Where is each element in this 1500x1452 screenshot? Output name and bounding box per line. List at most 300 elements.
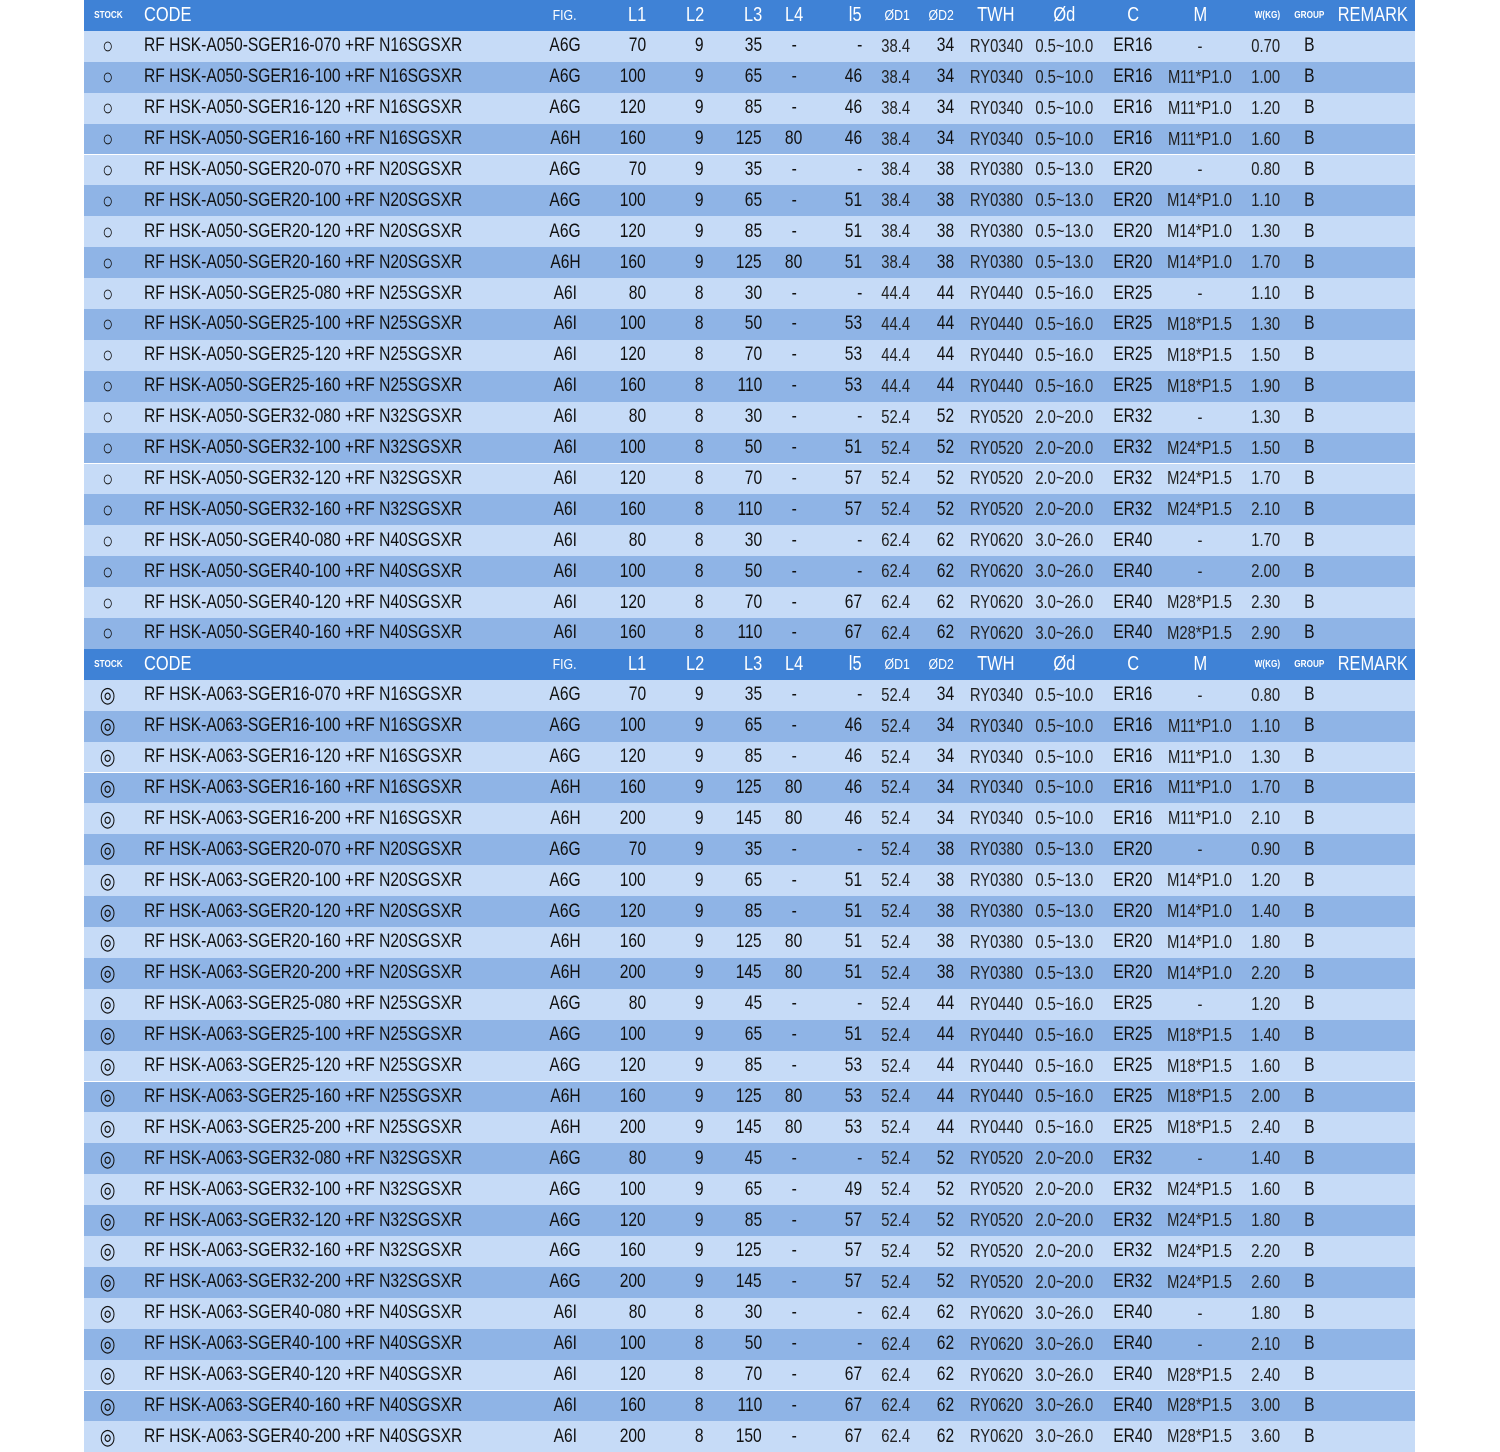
- cell-l5: 67: [844, 1394, 862, 1416]
- cell-l4: -: [791, 993, 797, 1015]
- cell-weight: 2.40: [1251, 1117, 1280, 1138]
- cell-od1: 62.4: [881, 561, 910, 582]
- cell-remark: [1334, 185, 1412, 216]
- cell-m: -: [1197, 1302, 1203, 1323]
- cell-l5: 51: [844, 931, 862, 953]
- cell-od2: 44: [936, 375, 954, 397]
- cell-od: 0.5~16.0: [1035, 1055, 1093, 1076]
- cell-l5: 67: [844, 622, 862, 644]
- table-row: [84, 587, 1415, 618]
- cell-l3: 70: [744, 344, 762, 366]
- cell-remark: [1334, 927, 1412, 958]
- cell-code: RF HSK-A050-SGER20-120 +RF N20SGSXR: [144, 220, 463, 242]
- cell-twh: RY0340: [969, 35, 1023, 56]
- cell-group: B: [1303, 35, 1315, 57]
- cell-c: ER40: [1113, 1394, 1153, 1416]
- cell-l3: 145: [736, 1116, 762, 1138]
- cell-od2: 44: [936, 1085, 954, 1107]
- cell-l3: 65: [744, 869, 762, 891]
- cell-code: RF HSK-A063-SGER25-120 +RF N25SGSXR: [144, 1055, 463, 1077]
- cell-code: RF HSK-A050-SGER32-100 +RF N32SGSXR: [144, 437, 463, 459]
- cell-group: B: [1303, 467, 1315, 489]
- cell-l1: 120: [620, 220, 646, 242]
- cell-code: RF HSK-A050-SGER40-160 +RF N40SGSXR: [144, 622, 463, 644]
- cell-l3: 125: [736, 1240, 762, 1262]
- cell-group: B: [1303, 560, 1315, 582]
- table-header-row: [84, 0, 1415, 31]
- cell-weight: 1.80: [1251, 931, 1280, 952]
- cell-code: RF HSK-A063-SGER32-100 +RF N32SGSXR: [144, 1178, 463, 1200]
- cell-group: B: [1303, 591, 1315, 613]
- cell-twh: RY0380: [969, 221, 1023, 242]
- double-circle-icon: ◎: [100, 1053, 116, 1079]
- cell-l1: 120: [620, 1055, 646, 1077]
- cell-group: B: [1303, 1085, 1315, 1107]
- cell-l1: 100: [620, 313, 646, 335]
- cell-od2: 38: [936, 220, 954, 242]
- cell-group: B: [1303, 776, 1315, 798]
- cell-c: ER20: [1113, 251, 1153, 273]
- cell-code: RF HSK-A063-SGER40-120 +RF N40SGSXR: [144, 1364, 463, 1386]
- cell-l5: 46: [844, 715, 862, 737]
- cell-group: B: [1303, 1178, 1315, 1200]
- table-row: [84, 1267, 1415, 1298]
- cell-l2: 9: [695, 993, 704, 1015]
- double-circle-icon: ◎: [100, 1423, 116, 1449]
- cell-od: 2.0~20.0: [1035, 1148, 1093, 1169]
- cell-od2: 34: [936, 97, 954, 119]
- cell-code: RF HSK-A050-SGER20-160 +RF N20SGSXR: [144, 251, 463, 273]
- circle-icon: ○: [102, 435, 114, 461]
- cell-twh: RY0620: [969, 1364, 1023, 1385]
- table-row: [84, 556, 1415, 587]
- cell-l1: 80: [628, 529, 646, 551]
- cell-fig: A6I: [553, 406, 577, 428]
- cell-od2: 52: [936, 498, 954, 520]
- cell-l3: 110: [737, 375, 762, 397]
- cell-l2: 8: [695, 529, 704, 551]
- cell-code: RF HSK-A063-SGER16-100 +RF N16SGSXR: [144, 715, 463, 737]
- cell-c: ER32: [1113, 498, 1153, 520]
- cell-l4: -: [791, 746, 797, 768]
- circle-icon: ○: [102, 33, 114, 59]
- cell-fig: A6H: [549, 931, 581, 953]
- cell-code: RF HSK-A063-SGER40-200 +RF N40SGSXR: [144, 1425, 463, 1447]
- table-row: [84, 309, 1415, 340]
- cell-l1: 70: [628, 158, 646, 180]
- cell-c: ER16: [1113, 97, 1153, 119]
- cell-code: RF HSK-A050-SGER32-160 +RF N32SGSXR: [144, 498, 463, 520]
- cell-group: B: [1303, 529, 1315, 551]
- cell-l1: 100: [620, 66, 646, 88]
- cell-code: RF HSK-A063-SGER25-160 +RF N25SGSXR: [144, 1085, 463, 1107]
- cell-l3: 45: [744, 993, 762, 1015]
- cell-od2: 44: [936, 313, 954, 335]
- cell-m: M18*P1.5: [1167, 1117, 1233, 1138]
- table-row: [84, 803, 1415, 834]
- cell-l5: 51: [844, 220, 862, 242]
- cell-l5: 51: [844, 437, 862, 459]
- cell-l4: 80: [785, 251, 803, 273]
- circle-icon: ○: [102, 558, 114, 584]
- cell-od2: 62: [936, 529, 954, 551]
- cell-l4: -: [791, 1055, 797, 1077]
- cell-l3: 110: [737, 622, 762, 644]
- cell-code: RF HSK-A063-SGER40-160 +RF N40SGSXR: [144, 1394, 463, 1416]
- cell-twh: RY0520: [969, 1271, 1023, 1292]
- cell-od2: 44: [936, 993, 954, 1015]
- cell-m: -: [1197, 1148, 1203, 1169]
- cell-l4: -: [791, 1240, 797, 1262]
- cell-od1: 62.4: [881, 1302, 910, 1323]
- cell-twh: RY0380: [969, 870, 1023, 891]
- cell-od1: 52.4: [881, 437, 910, 458]
- cell-l4: 80: [785, 128, 803, 150]
- cell-l4: -: [791, 344, 797, 366]
- cell-l3: 85: [744, 220, 762, 242]
- cell-od1: 52.4: [881, 1240, 910, 1261]
- cell-l1: 70: [628, 838, 646, 860]
- double-circle-icon: ◎: [100, 836, 116, 862]
- cell-l3: 145: [736, 962, 762, 984]
- cell-l2: 9: [695, 962, 704, 984]
- cell-l5: 67: [844, 591, 862, 613]
- cell-weight: 0.70: [1251, 35, 1280, 56]
- cell-l1: 120: [620, 900, 646, 922]
- cell-fig: A6H: [549, 807, 581, 829]
- cell-m: M24*P1.5: [1167, 1240, 1233, 1261]
- cell-l4: -: [791, 1364, 797, 1386]
- header-l4: L4: [784, 652, 804, 675]
- circle-icon: ○: [102, 64, 114, 90]
- cell-twh: RY0620: [969, 1395, 1023, 1416]
- header-l1: L1: [627, 652, 646, 675]
- cell-c: ER32: [1113, 1240, 1153, 1262]
- table-row: [84, 340, 1415, 371]
- cell-l1: 160: [620, 931, 646, 953]
- cell-od: 3.0~26.0: [1035, 1302, 1093, 1323]
- cell-c: ER16: [1113, 746, 1153, 768]
- cell-l4: -: [791, 1271, 797, 1293]
- cell-od: 0.5~10.0: [1035, 715, 1093, 736]
- cell-l1: 100: [620, 1178, 646, 1200]
- cell-fig: A6I: [553, 529, 577, 551]
- cell-c: ER20: [1113, 189, 1153, 211]
- cell-l4: -: [791, 1024, 797, 1046]
- cell-od1: 38.4: [881, 35, 910, 56]
- cell-c: ER20: [1113, 900, 1153, 922]
- cell-l3: 125: [736, 1085, 762, 1107]
- cell-group: B: [1303, 1024, 1315, 1046]
- double-circle-icon: ◎: [100, 774, 116, 800]
- cell-l2: 9: [695, 684, 704, 706]
- cell-m: M18*P1.5: [1167, 1055, 1233, 1076]
- cell-remark: [1334, 247, 1412, 278]
- cell-od: 0.5~10.0: [1035, 97, 1093, 118]
- cell-l1: 100: [620, 869, 646, 891]
- cell-l2: 8: [695, 498, 704, 520]
- table-row: [84, 62, 1415, 93]
- cell-od2: 62: [936, 622, 954, 644]
- cell-l5: 46: [844, 746, 862, 768]
- cell-m: M28*P1.5: [1167, 1364, 1233, 1385]
- cell-group: B: [1303, 807, 1315, 829]
- cell-l1: 160: [620, 776, 646, 798]
- cell-fig: A6G: [549, 1147, 581, 1169]
- cell-od2: 62: [936, 591, 954, 613]
- cell-code: RF HSK-A063-SGER20-160 +RF N20SGSXR: [144, 931, 463, 953]
- cell-m: M14*P1.0: [1167, 252, 1233, 273]
- cell-weight: 1.70: [1251, 252, 1280, 273]
- cell-l4: -: [791, 313, 797, 335]
- cell-weight: 3.60: [1251, 1426, 1280, 1447]
- cell-l3: 30: [744, 282, 762, 304]
- table-row: [84, 1360, 1415, 1391]
- cell-od2: 34: [936, 684, 954, 706]
- cell-twh: RY0620: [969, 1302, 1023, 1323]
- header-l2: L2: [685, 652, 704, 675]
- cell-l4: -: [791, 97, 797, 119]
- double-circle-icon: ◎: [100, 682, 116, 708]
- circle-icon: ○: [102, 404, 114, 430]
- double-circle-icon: ◎: [100, 991, 116, 1017]
- header-od2: ØD2: [928, 655, 954, 673]
- double-circle-icon: ◎: [100, 713, 116, 739]
- cell-l5: 46: [844, 776, 862, 798]
- cell-l4: -: [791, 437, 797, 459]
- cell-remark: [1334, 618, 1412, 649]
- double-circle-icon: ◎: [100, 1145, 116, 1171]
- cell-l5: 53: [844, 1116, 862, 1138]
- cell-remark: [1334, 803, 1412, 834]
- table-row: [84, 464, 1415, 495]
- cell-l4: 80: [785, 776, 803, 798]
- cell-l2: 9: [695, 838, 704, 860]
- cell-c: ER32: [1113, 1271, 1153, 1293]
- cell-c: ER25: [1113, 375, 1153, 397]
- cell-remark: [1334, 773, 1412, 804]
- cell-l1: 200: [620, 807, 646, 829]
- circle-icon: ○: [102, 187, 114, 213]
- cell-code: RF HSK-A050-SGER40-120 +RF N40SGSXR: [144, 591, 463, 613]
- double-circle-icon: ◎: [100, 1362, 116, 1388]
- cell-od: 2.0~20.0: [1035, 1179, 1093, 1200]
- cell-m: -: [1197, 159, 1203, 180]
- cell-od: 0.5~13.0: [1035, 962, 1093, 983]
- cell-l1: 160: [620, 128, 646, 150]
- cell-c: ER20: [1113, 869, 1153, 891]
- table-row: [84, 1174, 1415, 1205]
- cell-l5: 51: [844, 1024, 862, 1046]
- cell-group: B: [1303, 1302, 1315, 1324]
- cell-code: RF HSK-A050-SGER25-160 +RF N25SGSXR: [144, 375, 463, 397]
- cell-twh: RY0620: [969, 530, 1023, 551]
- double-circle-icon: ◎: [100, 805, 116, 831]
- cell-m: M11*P1.0: [1168, 715, 1232, 736]
- cell-l5: 53: [844, 1055, 862, 1077]
- cell-l1: 120: [620, 1209, 646, 1231]
- cell-group: B: [1303, 189, 1315, 211]
- cell-l1: 120: [620, 746, 646, 768]
- cell-l1: 100: [620, 560, 646, 582]
- cell-twh: RY0520: [969, 1148, 1023, 1169]
- cell-weight: 1.40: [1251, 1148, 1280, 1169]
- cell-l4: 80: [785, 931, 803, 953]
- cell-m: M18*P1.5: [1167, 313, 1233, 334]
- cell-group: B: [1303, 375, 1315, 397]
- cell-weight: 1.80: [1251, 1302, 1280, 1323]
- cell-c: ER32: [1113, 467, 1153, 489]
- cell-c: ER20: [1113, 931, 1153, 953]
- cell-twh: RY0440: [969, 1117, 1023, 1138]
- cell-fig: A6G: [549, 1209, 581, 1231]
- cell-remark: [1334, 402, 1412, 433]
- cell-remark: [1334, 1112, 1412, 1143]
- cell-od2: 38: [936, 931, 954, 953]
- cell-m: -: [1197, 35, 1203, 56]
- cell-l2: 9: [695, 128, 704, 150]
- table-row: [84, 278, 1415, 309]
- cell-l2: 9: [695, 776, 704, 798]
- cell-fig: A6G: [549, 869, 581, 891]
- cell-l5: -: [856, 1147, 862, 1169]
- cell-l5: 57: [844, 498, 862, 520]
- cell-c: ER20: [1113, 838, 1153, 860]
- header-code: CODE: [144, 3, 192, 26]
- cell-l4: -: [791, 1394, 797, 1416]
- cell-fig: A6I: [553, 282, 577, 304]
- cell-c: ER16: [1113, 66, 1153, 88]
- header-l5: l5: [849, 3, 862, 26]
- cell-l4: -: [791, 1147, 797, 1169]
- header-fig: FIG.: [553, 6, 577, 24]
- cell-m: M28*P1.5: [1167, 592, 1233, 613]
- cell-fig: A6G: [549, 684, 581, 706]
- cell-m: M18*P1.5: [1167, 1024, 1233, 1045]
- cell-od2: 38: [936, 869, 954, 891]
- cell-od2: 34: [936, 807, 954, 829]
- cell-m: M28*P1.5: [1167, 1395, 1233, 1416]
- cell-weight: 1.30: [1251, 313, 1280, 334]
- cell-m: M14*P1.0: [1167, 870, 1233, 891]
- cell-l4: -: [791, 375, 797, 397]
- cell-group: B: [1303, 437, 1315, 459]
- cell-twh: RY0440: [969, 1055, 1023, 1076]
- cell-l5: 51: [844, 962, 862, 984]
- cell-l5: -: [856, 158, 862, 180]
- header-fig: FIG.: [553, 655, 577, 673]
- cell-m: M24*P1.5: [1167, 499, 1233, 520]
- cell-od: 3.0~26.0: [1035, 1333, 1093, 1354]
- table-row: [84, 711, 1415, 742]
- cell-l4: 80: [785, 1116, 803, 1138]
- cell-c: ER25: [1113, 1055, 1153, 1077]
- header-m: M: [1193, 3, 1207, 26]
- cell-od1: 44.4: [881, 313, 910, 334]
- cell-twh: RY0340: [969, 715, 1023, 736]
- cell-fig: A6G: [549, 1271, 581, 1293]
- cell-od2: 38: [936, 838, 954, 860]
- double-circle-icon: ◎: [100, 867, 116, 893]
- cell-l3: 145: [736, 1271, 762, 1293]
- cell-group: B: [1303, 838, 1315, 860]
- circle-icon: ○: [102, 589, 114, 615]
- cell-od1: 44.4: [881, 283, 910, 304]
- cell-l1: 120: [620, 1364, 646, 1386]
- cell-fig: A6I: [553, 437, 577, 459]
- cell-fig: A6H: [549, 776, 581, 798]
- cell-l3: 35: [744, 158, 762, 180]
- cell-code: RF HSK-A050-SGER25-100 +RF N25SGSXR: [144, 313, 463, 335]
- cell-code: RF HSK-A050-SGER16-070 +RF N16SGSXR: [144, 35, 463, 57]
- cell-l3: 30: [744, 406, 762, 428]
- cell-od2: 52: [936, 437, 954, 459]
- cell-weight: 1.30: [1251, 406, 1280, 427]
- cell-od2: 44: [936, 1116, 954, 1138]
- header-l2: L2: [685, 3, 704, 26]
- cell-l3: 85: [744, 900, 762, 922]
- cell-l4: -: [791, 1209, 797, 1231]
- cell-l2: 8: [695, 467, 704, 489]
- cell-od: 0.5~16.0: [1035, 993, 1093, 1014]
- cell-l5: 57: [844, 1240, 862, 1262]
- cell-od2: 34: [936, 35, 954, 57]
- cell-od1: 52.4: [881, 931, 910, 952]
- cell-l3: 85: [744, 1209, 762, 1231]
- cell-twh: RY0520: [969, 1210, 1023, 1231]
- table-row: [84, 93, 1415, 124]
- cell-code: RF HSK-A063-SGER32-200 +RF N32SGSXR: [144, 1271, 463, 1293]
- cell-weight: 1.10: [1251, 190, 1280, 211]
- cell-l4: -: [791, 869, 797, 891]
- cell-l2: 9: [695, 66, 704, 88]
- header-code: CODE: [144, 652, 192, 675]
- cell-od: 2.0~20.0: [1035, 468, 1093, 489]
- circle-icon: ○: [102, 342, 114, 368]
- header-l4: L4: [784, 3, 804, 26]
- cell-l1: 200: [620, 1425, 646, 1447]
- table-row: [84, 680, 1415, 711]
- header-stock: STOCK: [93, 658, 123, 670]
- cell-remark: [1334, 896, 1412, 927]
- double-circle-icon: ◎: [100, 1269, 116, 1295]
- cell-l4: 80: [785, 1085, 803, 1107]
- cell-fig: A6G: [549, 220, 581, 242]
- cell-group: B: [1303, 406, 1315, 428]
- table-header-row: [84, 649, 1415, 680]
- cell-group: B: [1303, 128, 1315, 150]
- cell-od: 3.0~26.0: [1035, 561, 1093, 582]
- cell-od2: 62: [936, 560, 954, 582]
- double-circle-icon: ◎: [100, 929, 116, 955]
- cell-l2: 8: [695, 375, 704, 397]
- cell-code: RF HSK-A050-SGER16-120 +RF N16SGSXR: [144, 97, 463, 119]
- cell-od2: 44: [936, 1024, 954, 1046]
- header-od: Ød: [1053, 652, 1075, 675]
- cell-l5: 57: [844, 1209, 862, 1231]
- cell-od: 0.5~16.0: [1035, 283, 1093, 304]
- cell-od: 0.5~10.0: [1035, 684, 1093, 705]
- cell-weight: 1.20: [1251, 870, 1280, 891]
- cell-l5: 46: [844, 128, 862, 150]
- cell-remark: [1334, 62, 1412, 93]
- cell-l3: 70: [744, 1364, 762, 1386]
- cell-l4: -: [791, 189, 797, 211]
- cell-group: B: [1303, 962, 1315, 984]
- cell-code: RF HSK-A050-SGER40-100 +RF N40SGSXR: [144, 560, 463, 582]
- cell-l3: 110: [737, 498, 762, 520]
- cell-fig: A6G: [549, 993, 581, 1015]
